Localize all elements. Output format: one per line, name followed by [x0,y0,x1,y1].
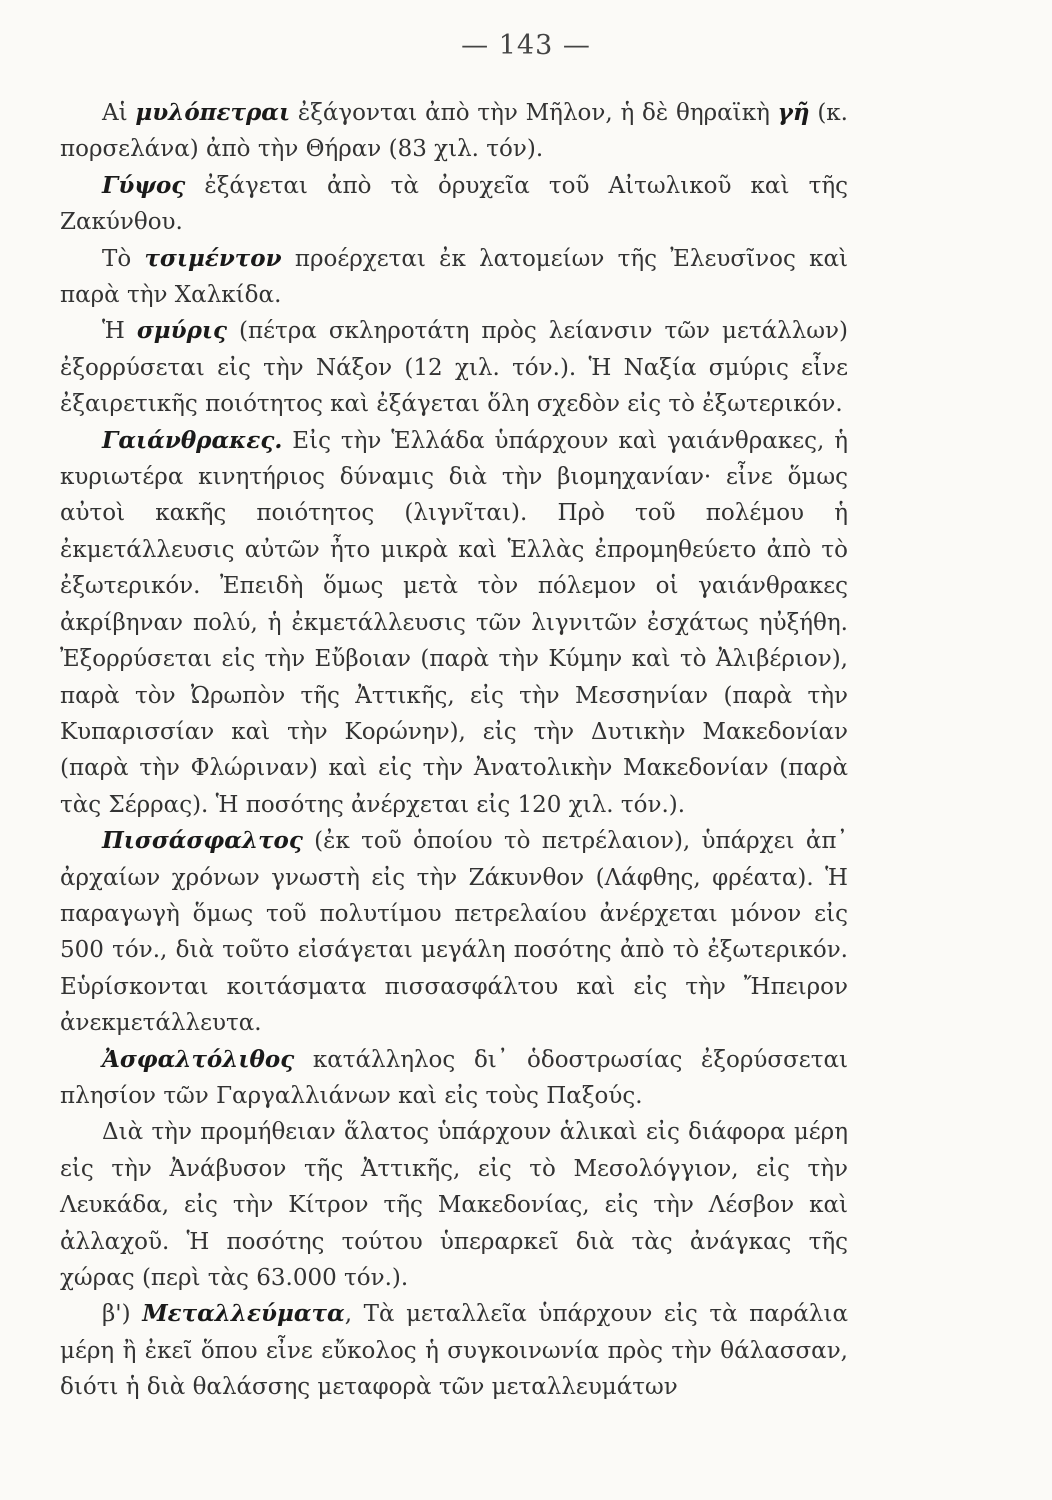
paragraph-millstones: Αἱ μυλόπετραι ἐξάγονται ἀπὸ τὴν Μῆλον, ἡ δὲ θηραϊκὴ γῆ (κ. πορσελάνα) ἀπὸ τὴν Θήραν (83 χιλ. τόν). [60,99,848,163]
term-millstones: μυλόπετραι [135,99,291,126]
page-number: — 143 — [461,30,591,61]
paragraph-emery: Ἡ σμύρις (πέτρα σκληροτάτη πρὸς λείανσιν τῶν μετάλλων) ἐξορρύσεται εἰς τὴν Νάξον (12 χιλ. τόν.). Ἡ Ναξία σμύρις εἶνε ἐξαιρετικῆς ποιότητος καὶ ἐξάγεται ὅλη σχεδὸν εἰς τὸ ἐξωτερικόν. [60,317,848,418]
term-coal: Γαιάνθρακες. [102,426,283,454]
term-theran-earth: γῆ [777,99,810,126]
body-text [60,95,848,1406]
term-asphalt-stone: Ἀσφαλτόλιθος [102,1045,295,1073]
paragraph-cement: Τὸ τσιμέντον προέρχεται ἐκ λατομείων τῆς Ἐλευσῖνος καὶ παρὰ τὴν Χαλκίδα. [60,244,849,309]
term-emery: σμύρις [136,317,228,345]
paragraph-ores: β') Μεταλλεύματα, Τὰ μεταλλεῖα ὑπάρχουν εἰς τὰ παράλια μέρη ἢ ἐκεῖ ὅπου εἶνε εὔκολος ἡ συγκοινωνία πρὸς τὴν θάλασσαν, διότι ἡ διὰ θαλάσσης μεταφορὰ τῶν μεταλλευμάτων [60,1300,848,1401]
term-cement: τσιμέντον [144,244,282,272]
term-gypsum: Γύψος [102,171,186,199]
paragraph-asphalt-stone: Ἀσφαλτόλιθος κατάλληλος δι᾽ ὁδοστρωσίας ἐξορύσσεται πλησίον τῶν Γαργαλλιάνων καὶ εἰς τοὺς Παξούς. [60,1045,848,1109]
term-asphalt: Πισσάσφαλτος [102,827,303,855]
paragraph-asphalt: Πισσάσφαλτος (ἐκ τοῦ ὁποίου τὸ πετρέλαιον), ὑπάρχει ἀπ᾽ ἀρχαίων χρόνων γνωστὴ εἰς τὴν Ζάκυνθον (Λάφθης, φρέατα). Ἡ παραγωγὴ ὅμως τοῦ πολυτίμου πετρελαίου ἀνέρχεται μόνον εἰς 500 τόν., διὰ τοῦτο εἰσάγεται μεγάλη ποσότης ἀπὸ τὸ ἐξωτερικόν. Εὑρίσκονται κοιτάσματα πισσασφάλτου καὶ εἰς τὴν Ἤπειρον ἀνεκμετάλλευτα. [60,827,848,1037]
paragraph-salt: Διὰ τὴν προμήθειαν ἅλατος ὑπάρχουν ἁλικαὶ εἰς διάφορα μέρη εἰς τὴν Ἀνάβυσον τῆς Ἀττικῆς, εἰς τὸ Μεσολόγγιον, εἰς τὴν Λευκάδα, εἰς τὴν Κίτρον τῆς Μακεδονίας, εἰς τὴν Λέσβον καὶ ἀλλαχοῦ. Ἡ ποσότης τούτου ὑπεραρκεῖ διὰ τὰς ἀνάγκας τῆς χώρας (περὶ τὰς 63.000 τόν.). [60,1119,848,1291]
paragraph-gypsum: Γύψος ἐξάγεται ἀπὸ τὰ ὀρυχεῖα τοῦ Αἰτωλικοῦ καὶ τῆς Ζακύνθου. [60,171,848,236]
paragraph-coal: Γαιάνθρακες. Εἰς τὴν Ἑλλάδα ὑπάρχουν καὶ γαιάνθρακες, ἡ κυριωτέρα κινητήριος δύναμις διὰ τὴν βιομηχανίαν· εἶνε ὅμως αὐτοὶ κακῆς ποιότητος (λιγνῖται). Πρὸ τοῦ πολέμου ἡ ἐκμετάλλευσις αὐτῶν ἦτο μικρὰ καὶ Ἑλλὰς ἐπρομηθεύετο ἀπὸ τὸ ἐξωτερικόν. Ἐπειδὴ ὅμως μετὰ τὸν πόλεμον οἱ γαιάνθρακες ἀκρίβηναν πολύ, ἡ ἐκμετάλλευσις τῶν λιγνιτῶν ἐσχάτως ηὐξήθη. Ἐξορρύσεται εἰς τὴν Εὔβοιαν (παρὰ τὴν Κύμην καὶ τὸ Ἀλιβέριον), παρὰ τὸν Ὠρωπὸν τῆς Ἀττικῆς, εἰς τὴν Μεσσηνίαν (παρὰ τὴν Κυπαρισσίαν καὶ τὴν Κορώνην), εἰς τὴν Δυτικὴν Μακεδονίαν (παρὰ τὴν Φλώριναν) καὶ εἰς τὴν Ἀνατολικὴν Μακεδονίαν (παρὰ τὰς Σέρρας). Ἡ ποσότης ἀνέρχεται εἰς 120 χιλ. τόν.). [60,426,848,818]
term-ores: Μεταλλεύματα [142,1300,345,1328]
